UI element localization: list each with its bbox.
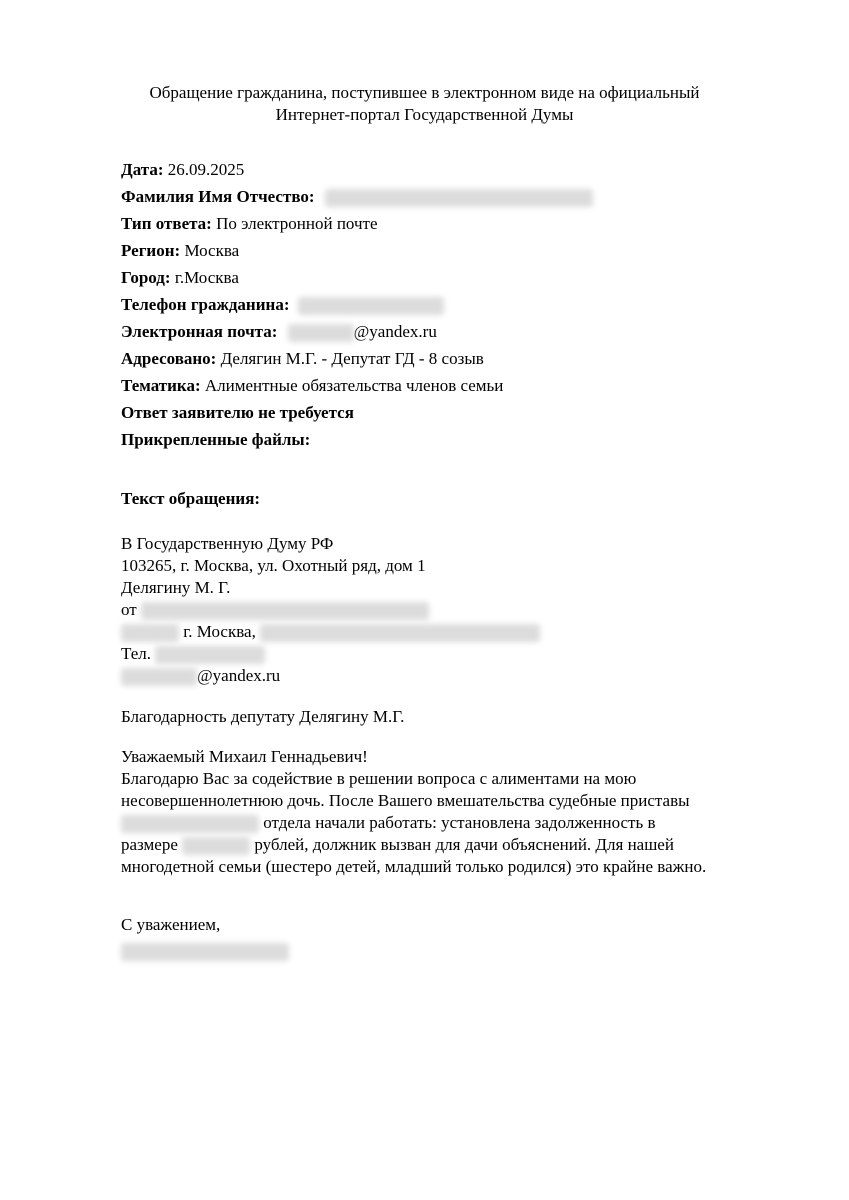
address-city: г. Москва, — [183, 622, 256, 641]
topic-label: Тематика: — [121, 376, 201, 395]
answer-type-value: По электронной почте — [216, 214, 378, 233]
from-prefix: от — [121, 600, 137, 619]
redacted-street-address — [260, 624, 540, 642]
no-answer-note: Ответ заявителю не требуется — [121, 403, 354, 422]
meta-no-answer-row — [121, 402, 593, 429]
body-line-5: многодетной семьи (шестеро детей, младший только родился) это крайне важно. — [121, 857, 707, 876]
recipient-line-2: 103265, г. Москва, ул. Охотный ряд, дом 1 — [121, 556, 426, 575]
topic-value: Алиментные обязательства членов семьи — [204, 376, 504, 395]
meta-phone-row — [121, 294, 593, 321]
letter-body — [121, 746, 706, 878]
body-line-1: Благодарю Вас за содействие в решении вопроса с алиментами на мою — [121, 769, 637, 788]
body-line-4 — [121, 834, 706, 856]
fio-label: Фамилия Имя Отчество: — [121, 187, 315, 206]
phone-prefix: Тел. — [121, 644, 152, 663]
sender-phone-line — [121, 643, 540, 665]
redacted-fio — [325, 189, 593, 207]
city-label: Город: — [121, 268, 171, 287]
attachments-label: Прикрепленные файлы: — [121, 430, 311, 449]
meta-fio-row — [121, 186, 593, 213]
meta-topic-row — [121, 375, 593, 402]
subject-text: Благодарность депутату Делягину М.Г. — [121, 707, 405, 726]
appeal-metadata — [121, 159, 593, 456]
body-line-4-end: рублей, должник вызван для дачи объяснений. Для нашей — [254, 835, 674, 854]
recipient-block — [121, 533, 540, 687]
signature-line — [121, 940, 289, 962]
redacted-sender-name — [141, 602, 429, 620]
addressed-label: Адресовано: — [121, 349, 217, 368]
signature-block — [121, 914, 289, 962]
header-line-2: Интернет-портал Государственной Думы — [275, 105, 574, 124]
date-value: 26.09.2025 — [167, 160, 245, 179]
date-label: Дата: — [121, 160, 164, 179]
redacted-amount — [182, 837, 250, 855]
city-value: г.Москва — [174, 268, 239, 287]
answer-type-label: Тип ответа: — [121, 214, 212, 233]
document-header — [0, 82, 849, 126]
redacted-department — [121, 815, 259, 833]
meta-addressed-row — [121, 348, 593, 375]
redacted-email-user — [288, 324, 354, 342]
body-line-4-start: размере — [121, 835, 178, 854]
meta-answer-type-row — [121, 213, 593, 240]
meta-city-row — [121, 267, 593, 294]
redacted-signature-name — [121, 943, 289, 961]
body-line-3-text: отдела начали работать: установлена задолженность в — [263, 813, 656, 832]
redacted-phone — [298, 297, 444, 315]
redacted-sender-email-user — [121, 668, 197, 686]
recipient-line-1: В Государственную Думу РФ — [121, 534, 334, 553]
sender-line — [121, 599, 540, 621]
appeal-text-title: Текст обращения: — [121, 489, 261, 508]
body-line-3 — [121, 812, 706, 834]
header-line-1: Обращение гражданина, поступившее в электронном виде на официальный — [149, 83, 700, 102]
meta-attachments-row — [121, 429, 593, 456]
meta-region-row — [121, 240, 593, 267]
addressed-value: Делягин М.Г. - Депутат ГД - 8 созыв — [220, 349, 484, 368]
meta-email-row — [121, 321, 593, 348]
body-line-2: несовершеннолетнюю дочь. После Вашего вмешательства судебные приставы — [121, 791, 690, 810]
sender-email-line — [121, 665, 540, 687]
meta-date-row — [121, 159, 593, 186]
redacted-postcode — [121, 624, 179, 642]
greeting: Уважаемый Михаил Геннадьевич! — [121, 747, 368, 766]
recipient-line-3: Делягину М. Г. — [121, 578, 231, 597]
subject-line — [121, 706, 404, 728]
phone-label: Телефон гражданина: — [121, 295, 290, 314]
email-domain: @yandex.ru — [353, 322, 437, 341]
email-label: Электронная почта: — [121, 322, 278, 341]
region-label: Регион: — [121, 241, 181, 260]
sender-email-domain: @yandex.ru — [197, 666, 281, 685]
closing: С уважением, — [121, 915, 221, 934]
region-value: Москва — [184, 241, 240, 260]
redacted-sender-phone — [155, 646, 265, 664]
sender-address-line — [121, 621, 540, 643]
